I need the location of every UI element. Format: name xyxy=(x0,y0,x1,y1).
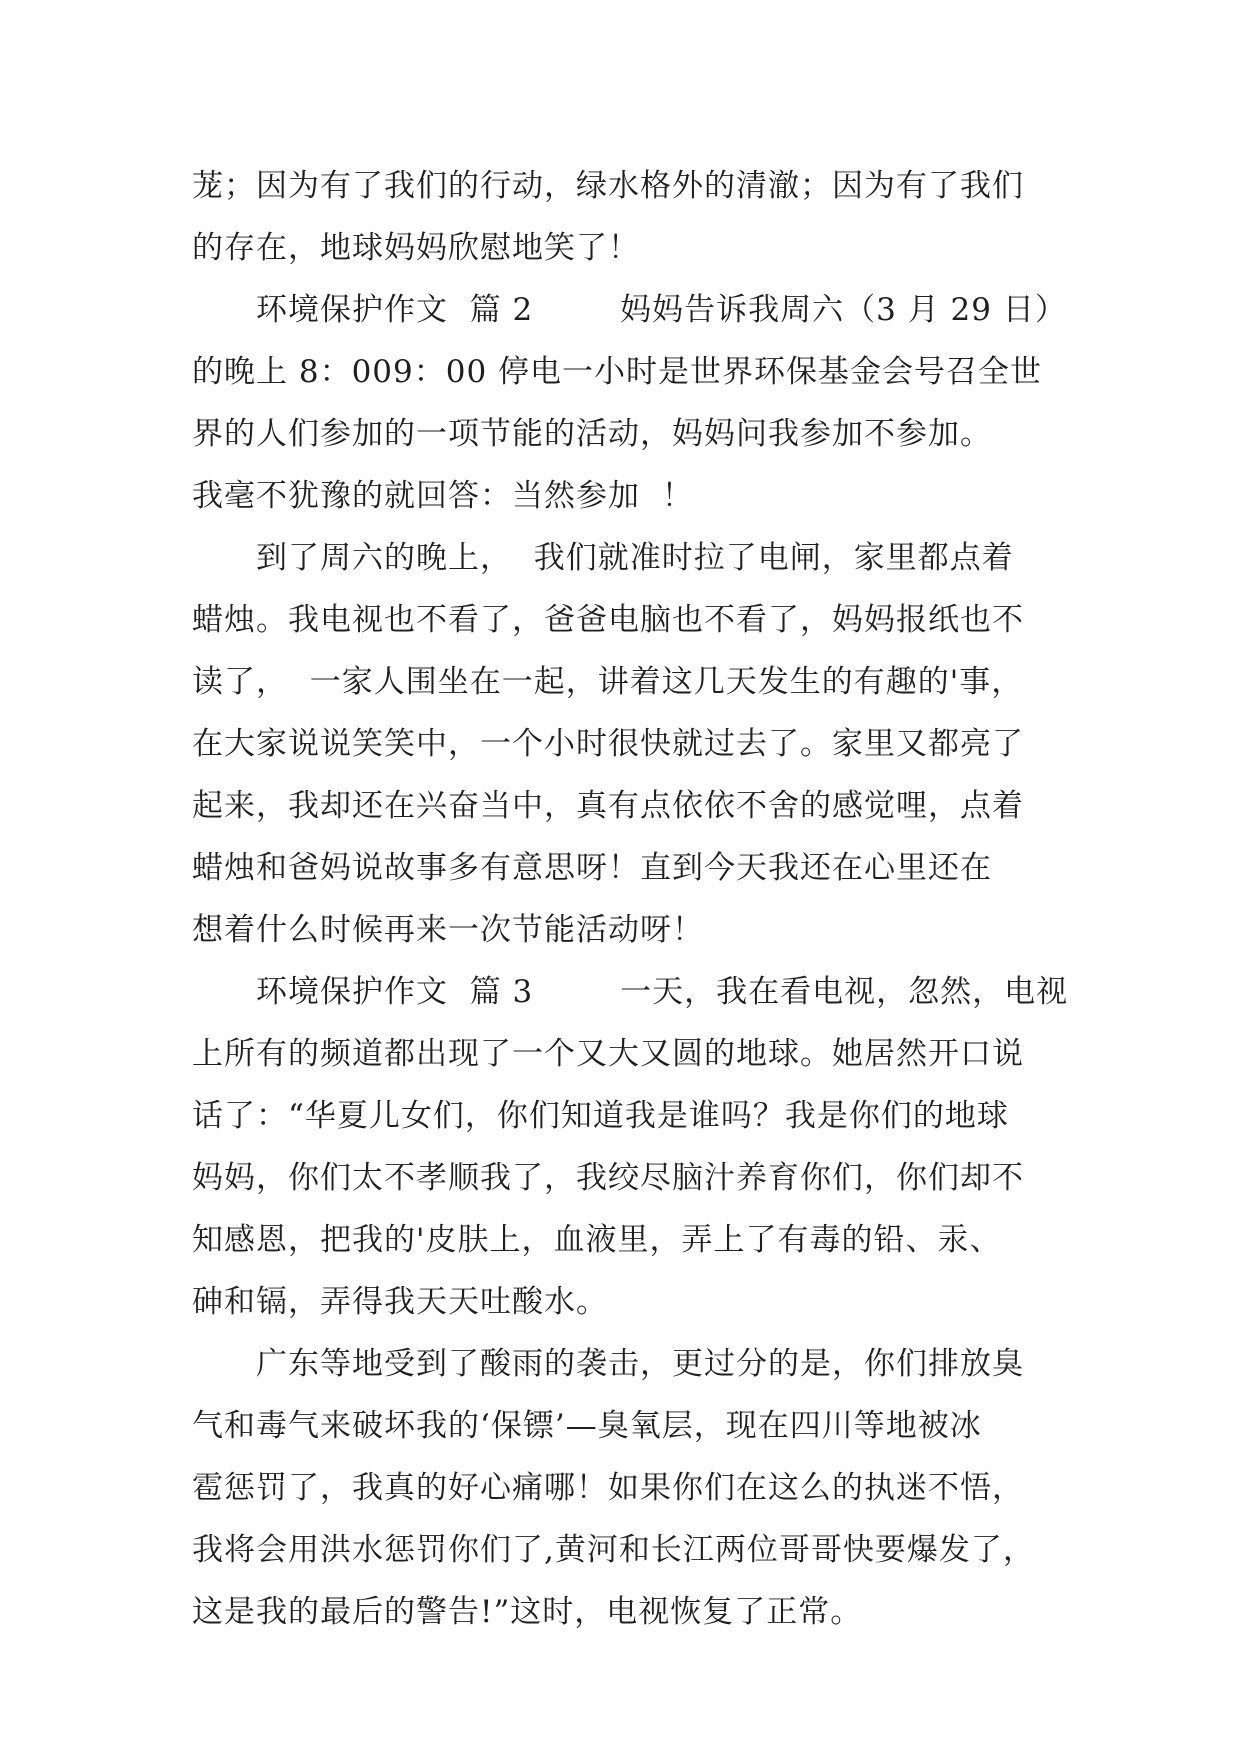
text-line: 知感恩，把我的'皮肤上，血液里，弄上了有毒的铅、汞、 xyxy=(192,1222,1002,1258)
text-line: 气和毒气来破坏我的‘保镖’—臭氧层，现在四川等地被冰 xyxy=(192,1408,982,1444)
text-line: 话了：“华夏儿女们，你们知道我是谁吗？我是你们的地球 xyxy=(192,1098,1009,1134)
text-line: 界的人们参加的一项节能的活动，妈妈问我参加不参加。 xyxy=(192,416,992,452)
text-line: 这是我的最后的警告!”这时，电视恢复了正常。 xyxy=(192,1594,863,1630)
text-line: 读了， 一家人围坐在一起，讲着这几天发生的有趣的'事， xyxy=(192,664,1024,700)
text-line: 起来，我却还在兴奋当中，真有点依依不舍的感觉哩，点着 xyxy=(192,788,1024,824)
text-line: 雹惩罚了，我真的好心痛哪！如果你们在这么的执迷不悟， xyxy=(192,1470,1024,1506)
section-heading-line: 环境保护作文 篇 3 一天，我在看电视，忽然，电视 xyxy=(256,974,1069,1010)
essay-body xyxy=(192,155,1072,1643)
section-heading-line: 环境保护作文 篇 2 妈妈告诉我周六（3 月 29 日） xyxy=(256,292,1067,328)
text-line: 妈妈，你们太不孝顺我了，我绞尽脑汁养育你们，你们却不 xyxy=(192,1160,1024,1196)
paragraph-start-line: 到了周六的晚上， 我们就准时拉了电闸，家里都点着 xyxy=(256,540,1014,576)
text-line: 茏；因为有了我们的行动，绿水格外的清澈；因为有了我们 xyxy=(192,168,1024,204)
text-line: 砷和镉，弄得我天天吐酸水。 xyxy=(192,1284,608,1320)
text-line: 蜡烛和爸妈说故事多有意思呀！直到今天我还在心里还在 xyxy=(192,850,992,886)
text-line: 上所有的频道都出现了一个又大又圆的地球。她居然开口说 xyxy=(192,1036,1024,1072)
paragraph-start-line: 广东等地受到了酸雨的袭击，更过分的是，你们排放臭 xyxy=(256,1346,1024,1382)
text-line: 在大家说说笑笑中，一个小时很快就过去了。家里又都亮了 xyxy=(192,726,1024,762)
text-line: 的晚上 8：009：00 停电一小时是世界环保基金会号召全世 xyxy=(192,354,1043,390)
text-line: 想着什么时候再来一次节能活动呀！ xyxy=(192,912,704,948)
text-line: 蜡烛。我电视也不看了，爸爸电脑也不看了，妈妈报纸也不 xyxy=(192,602,1024,638)
text-line: 的存在，地球妈妈欣慰地笑了！ xyxy=(192,230,640,266)
text-line: 我将会用洪水惩罚你们了,黄河和长江两位哥哥快要爆发了， xyxy=(192,1532,1035,1568)
text-line: 我毫不犹豫的就回答：当然参加 ！ xyxy=(192,478,694,514)
